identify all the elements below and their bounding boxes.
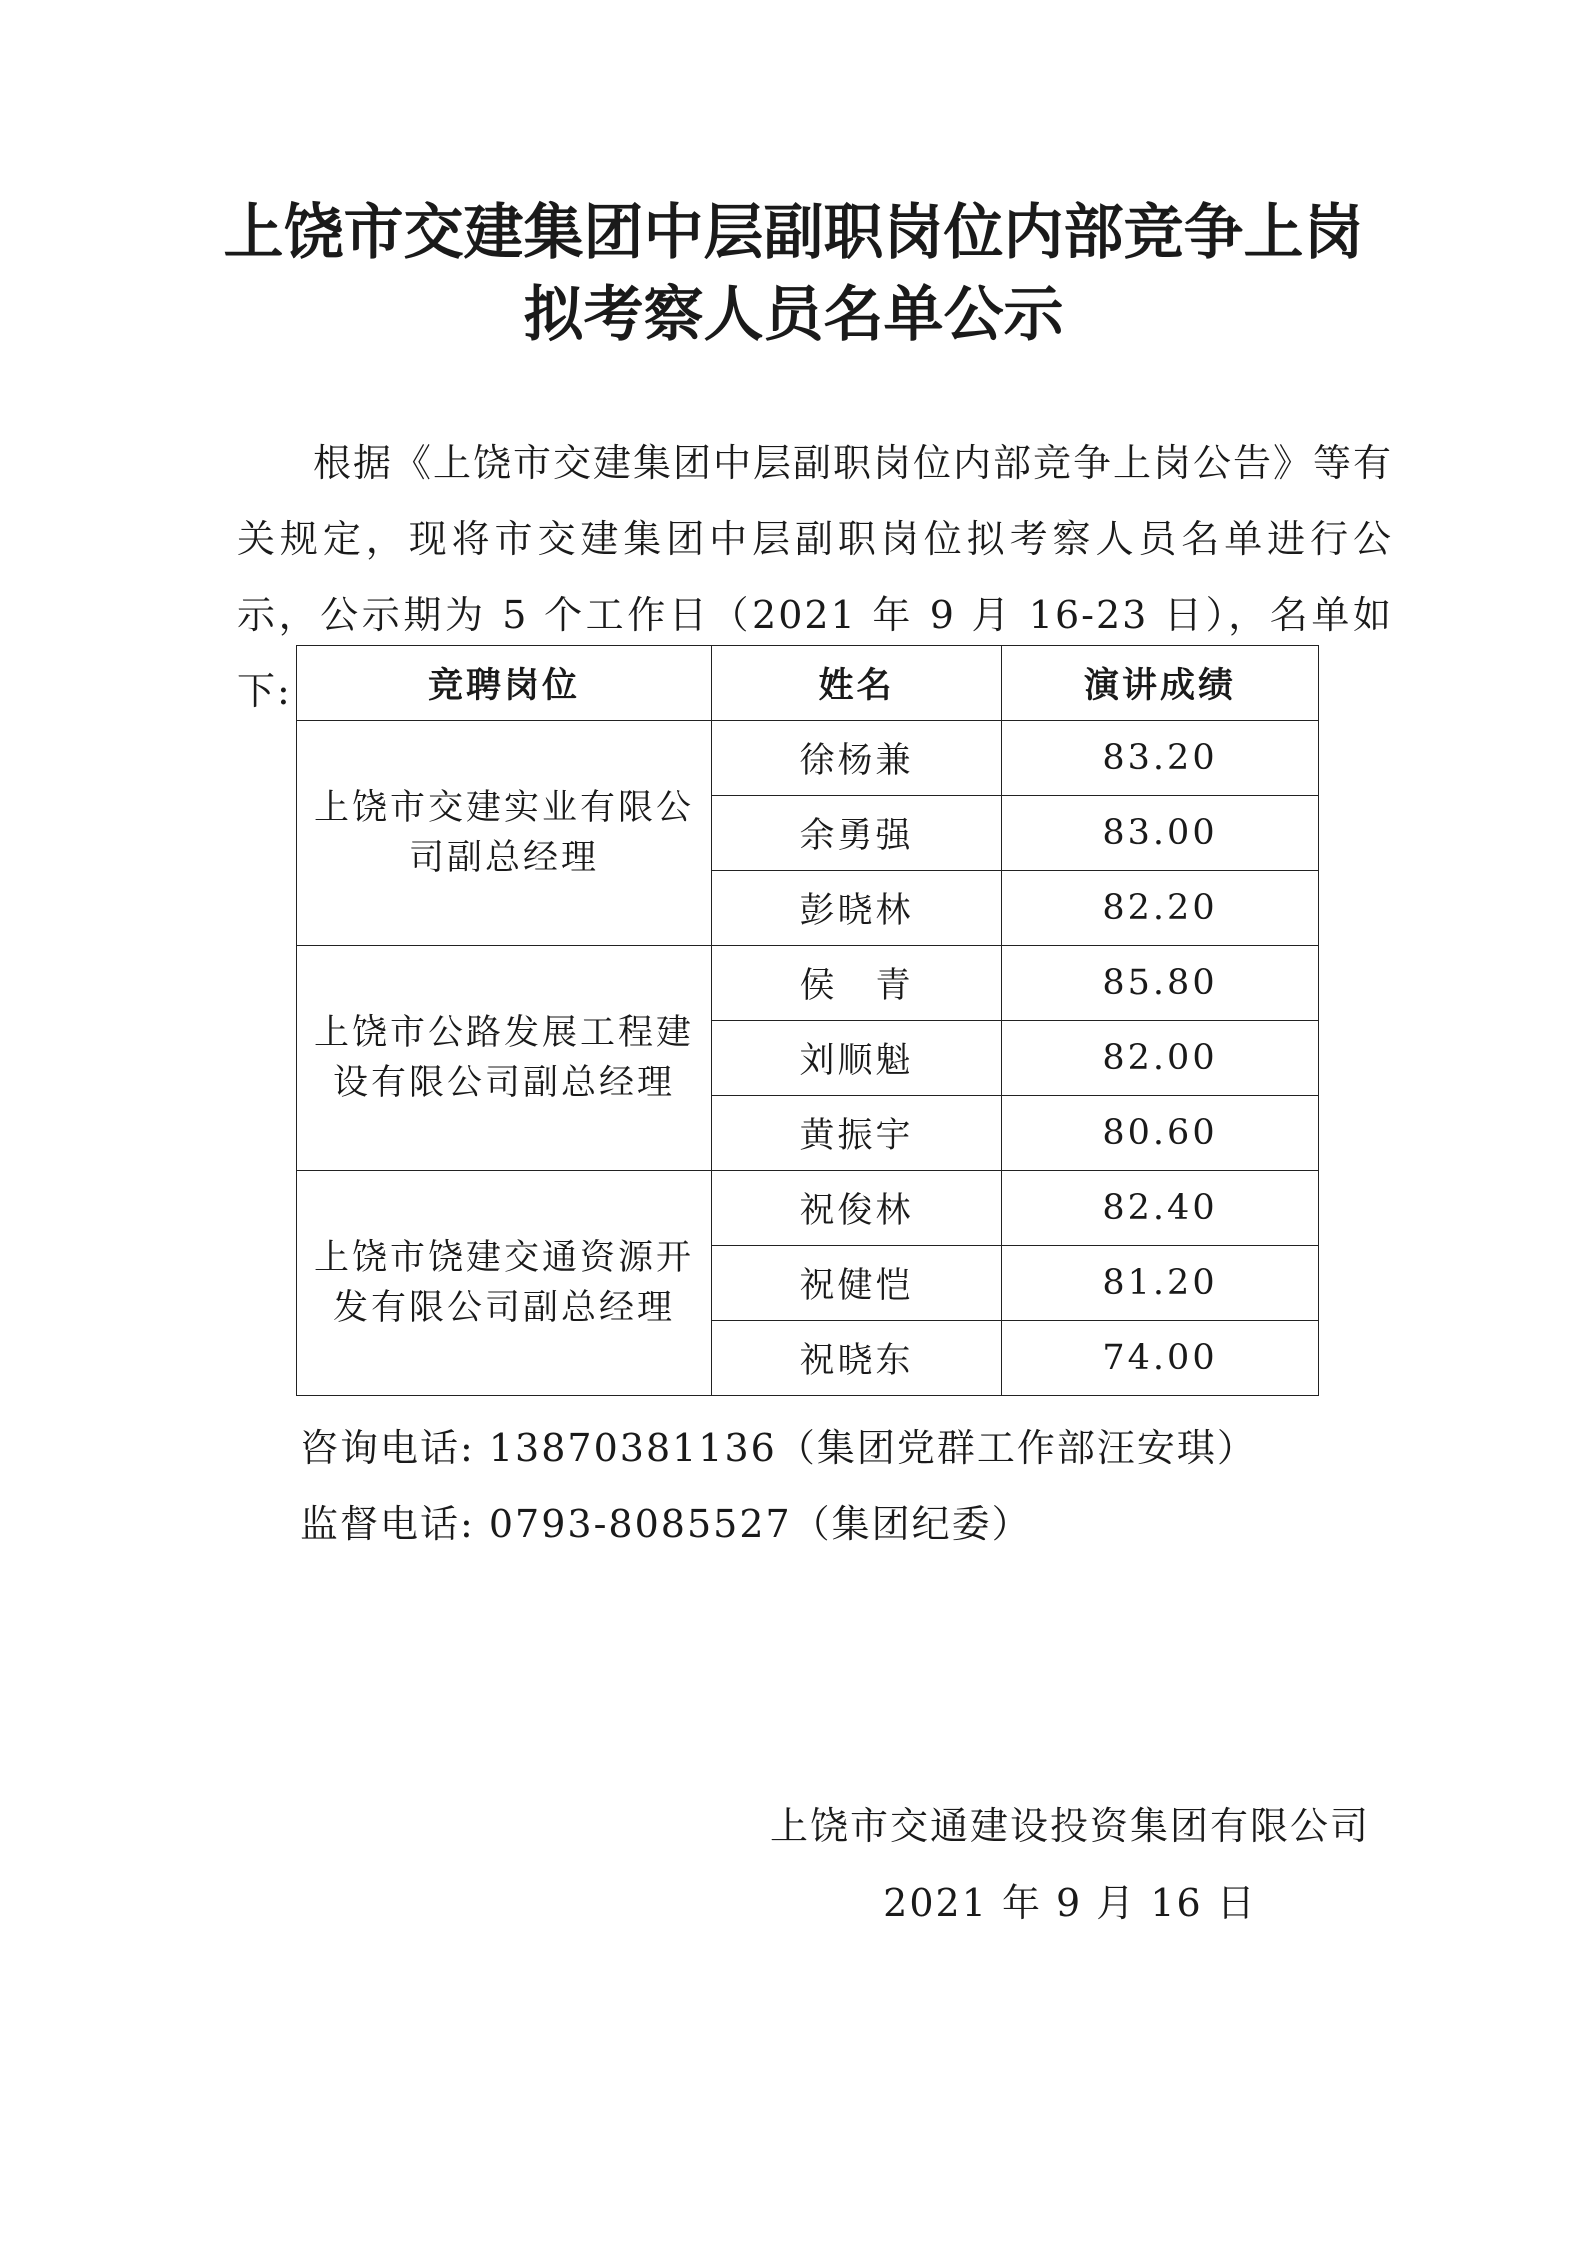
candidate-score: 81.20 [1002, 1246, 1319, 1321]
candidate-score: 74.00 [1002, 1321, 1319, 1396]
header-score: 演讲成绩 [1002, 646, 1319, 721]
consult-phone: 咨询电话: 13870381136（集团党群工作部汪安琪） [300, 1426, 1257, 1470]
candidate-score: 85.80 [1002, 946, 1319, 1021]
supervise-phone: 监督电话: 0793-8085527（集团纪委） [300, 1502, 1032, 1546]
signature-organization: 上饶市交通建设投资集团有限公司 [769, 1804, 1370, 1848]
candidate-score: 82.00 [1002, 1021, 1319, 1096]
candidate-score: 82.20 [1002, 871, 1319, 946]
candidate-table [296, 645, 1319, 1396]
signature-date: 2021 年 9 月 16 日 [883, 1881, 1257, 1925]
table-row [297, 946, 1319, 1021]
candidate-score: 82.40 [1002, 1171, 1319, 1246]
page-title-line-2: 拟考察人员名单公示 [523, 280, 1064, 350]
candidate-name: 黄振宇 [712, 1096, 1002, 1171]
header-name: 姓名 [712, 646, 1002, 721]
candidate-score: 83.00 [1002, 796, 1319, 871]
table-row [297, 721, 1319, 796]
position-cell: 上饶市饶建交通资源开发有限公司副总经理 [297, 1171, 712, 1396]
intro-paragraph: 根据《上饶市交建集团中层副职岗位内部竞争上岗公告》等有关规定，现将市交建集团中层副职岗位拟考察人员名单进行公示，公示期为 5 个工作日（2021 年 9 月 16-23 日），名单如下: [237, 441, 1394, 713]
candidate-name: 徐杨兼 [712, 721, 1002, 796]
candidate-name: 祝晓东 [712, 1321, 1002, 1396]
candidate-name: 刘顺魁 [712, 1021, 1002, 1096]
candidate-score: 80.60 [1002, 1096, 1319, 1171]
page-title-line-1: 上饶市交建集团中层副职岗位内部竞争上岗 [223, 198, 1364, 268]
candidate-name: 侯 青 [712, 946, 1002, 1021]
candidate-name: 祝俊林 [712, 1171, 1002, 1246]
position-cell: 上饶市公路发展工程建设有限公司副总经理 [297, 946, 712, 1171]
position-cell: 上饶市交建实业有限公司副总经理 [297, 721, 712, 946]
candidate-name: 祝健恺 [712, 1246, 1002, 1321]
header-position: 竞聘岗位 [297, 646, 712, 721]
candidate-name: 余勇强 [712, 796, 1002, 871]
candidate-score: 83.20 [1002, 721, 1319, 796]
table-header-row [297, 646, 1319, 721]
candidate-name: 彭晓林 [712, 871, 1002, 946]
table-row [297, 1171, 1319, 1246]
